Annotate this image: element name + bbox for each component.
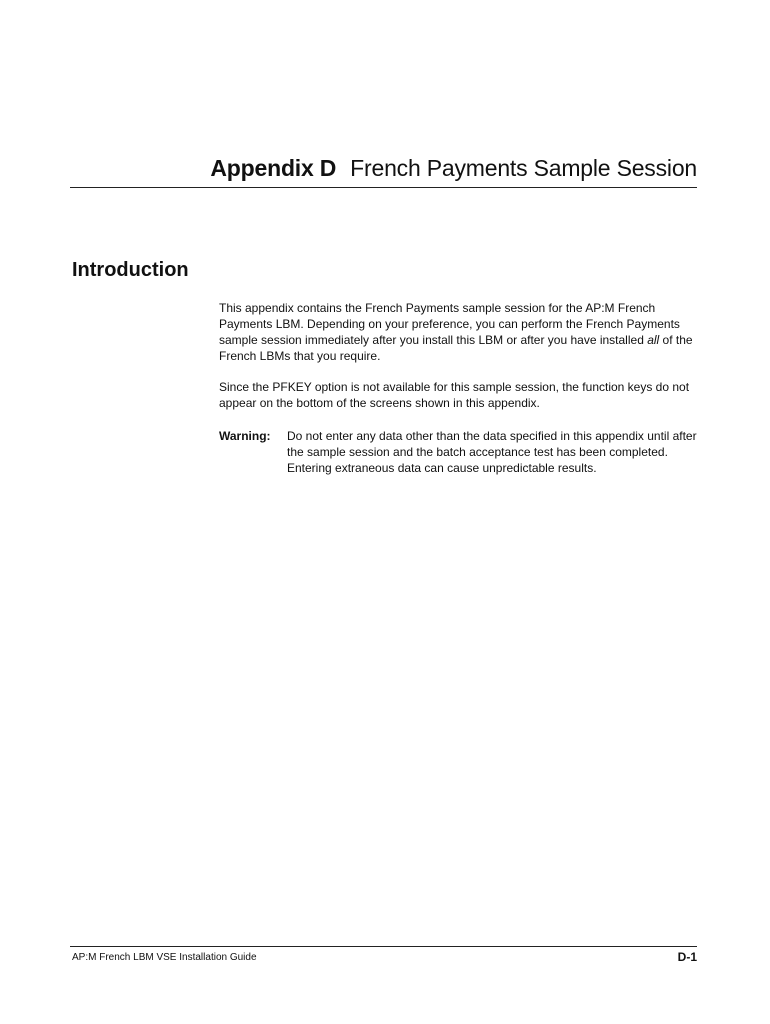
chapter-title — [200, 155, 697, 182]
footer-divider — [70, 946, 697, 947]
warning-note — [219, 428, 697, 476]
warning-text: Do not enter any data other than the data specified in this appendix until after the sample session and the batch acceptance test has been completed. Entering extraneous data can cause unpredictable results. — [287, 429, 697, 475]
warning-label: Warning: — [219, 429, 271, 443]
intro-text-end: of the French LBMs that you require. — [219, 333, 693, 363]
intro-paragraph — [219, 300, 697, 364]
pfkey-paragraph — [219, 379, 697, 411]
title-divider — [70, 187, 697, 188]
chapter-label: Appendix D — [210, 155, 337, 181]
footer-guide-title: AP:M French LBM VSE Installation Guide — [72, 952, 257, 963]
chapter-name: French Payments Sample Session — [350, 155, 697, 181]
intro-emphasis: all — [647, 333, 660, 347]
pfkey-text: Since the PFKEY option is not available for this sample session, the function keys do not appear on the bottom of the screens shown in this appendix. — [219, 380, 690, 410]
intro-text-start: This appendix contains the French Payments sample session for the AP:M French Payments LBM. Depending on your preference, you can perform the French Payments sample session immediately after you install this LBM or after you have installed — [219, 301, 680, 347]
section-heading: Introduction — [72, 259, 189, 281]
page-number: D-1 — [677, 950, 697, 964]
